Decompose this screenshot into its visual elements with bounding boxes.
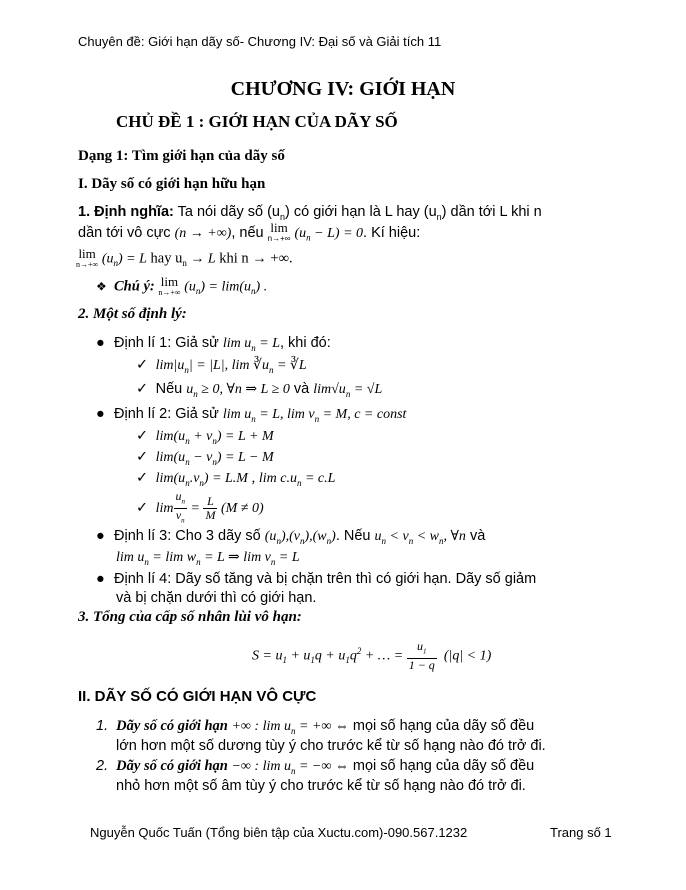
bullet-icon: ● [96, 406, 105, 422]
limit-operator: lim n→+∞ [267, 220, 291, 243]
theorem-2-item-1: ✓ $\lim(u_n + v_n) = L + M$ [136, 428, 274, 446]
infinite-limit-1: 1. Dãy số có giới hạn +∞ : $\lim u_n$ = +∞ ⇔ mọi số hạng của dãy số đều [96, 718, 535, 736]
section-II-heading: II. DÃY SỐ CÓ GIỚI HẠN VÔ CỰC [78, 688, 317, 705]
infinite-limit-2: 2. Dãy số có giới hạn −∞ : $\lim u_n$ = −∞ ⇔ mọi số hạng của dãy số đều [96, 758, 535, 776]
infinite-limit-2-line-2: nhỏ hơn một số âm tùy ý cho trước kể từ số hạng nào đó trở đi. [116, 778, 526, 794]
limit-operator: lim n→+∞ [76, 246, 99, 269]
theorem-1: ● Định lí 1: Giả sử $\lim u_n = L$, khi đó: [96, 335, 331, 353]
theorem-2-item-2: ✓ $\lim(u_n - v_n) = L - M$ [136, 449, 274, 467]
fraction-u-over-v: $\frac{u_n}{v_n}$ [175, 489, 186, 525]
theorem-3: ● Định lí 3: Cho 3 dãy số $(u_n),(v_n),(w_n)$. Nếu $u_n < v_n < w_n$, ∀n và [96, 528, 486, 546]
footer-author: Nguyễn Quốc Tuấn (Tổng biên tập của Xuctu.com)-090.567.1232 [90, 825, 468, 840]
definition-line-1: 1. Định nghĩa: Ta nói dãy số $(u_n)$ có giới hạn là L hay $(u_n)$ dần tới L khi n [78, 204, 542, 222]
fraction-sum: $\frac{u_1}{1 - q}$ [408, 639, 435, 673]
theorem-4-line-1: ● Định lí 4: Dãy số tăng và bị chặn trên thì có giới hạn. Dãy số giảm [96, 571, 537, 587]
section-2-heading: 2. Một số định lý: [78, 306, 187, 322]
footer-page-number: Trang số 1 [550, 825, 612, 840]
chapter-title: CHƯƠNG IV: GIỚI HẠN [230, 78, 456, 100]
page-header: Chuyên đề: Giới hạn dãy số- Chương IV: Đại số và Giải tích 11 [78, 34, 442, 49]
bullet-icon: ● [96, 335, 105, 351]
section-3-heading: 3. Tổng của cấp số nhân lùi vô hạn: [78, 609, 302, 625]
bullet-icon: ● [96, 571, 105, 587]
checkmark-icon: ✓ [136, 428, 149, 444]
checkmark-icon: ✓ [136, 381, 149, 397]
theorem-2-item-4: ✓ lim $\frac{u_n}{v_n}$ = $\frac{L}{M}$ (M ≠ 0) [136, 490, 264, 528]
diamond-bullet-icon: ❖ [96, 279, 107, 294]
theorem-1-item-2: ✓ Nếu $u_n \ge 0$, ∀n ⇒ L ≥ 0 và $\lim√u_n = √L$ [136, 381, 383, 399]
checkmark-icon: ✓ [136, 470, 149, 486]
form-heading: Dạng 1: Tìm giới hạn của dãy số [78, 148, 285, 164]
fraction-L-over-M: $\frac{L}{M}$ [205, 494, 216, 523]
section-1-heading: I. Dãy số có giới hạn hữu hạn [78, 176, 266, 192]
limit-operator: lim n→+∞ [158, 274, 181, 297]
definition-notation: lim n→+∞ $(u_n) = L$ hay $u_n \to L$ khi n → +∞. [76, 246, 293, 269]
note-line: ❖ Chú ý: lim n→+∞ $(u_n) = \lim(u_n)$ . [96, 274, 268, 297]
definition-line-2: dần tới vô cực (n → +∞), nếu lim n→+∞ $(u_n - L) = 0$. Kí hiệu: [78, 220, 421, 243]
definition-label: 1. Định nghĩa: [78, 204, 174, 220]
checkmark-icon: ✓ [136, 500, 149, 517]
infinite-limit-1-line-2: lớn hơn một số dương tùy ý cho trước kể từ số hạng nào đó trở đi. [116, 738, 546, 754]
checkmark-icon: ✓ [136, 357, 149, 373]
theorem-4-line-2: và bị chặn dưới thì có giới hạn. [116, 590, 317, 606]
theorem-3-line-2: $\lim u_n = \lim w_n = L$ ⇒ $\lim v_n = L$ [116, 550, 300, 567]
theorem-2-item-3: ✓ $\lim(u_n.v_n) = L.M$ , $\lim c.u_n = c.L$ [136, 470, 336, 488]
theorem-1-item-1: ✓ $\lim|u_n| = |L|$, $\lim ∛u_n$ = ∛L [136, 357, 307, 375]
note-label: Chú ý: [114, 278, 155, 295]
theorem-2: ● Định lí 2: Giả sử $\lim u_n = L$, $\lim v_n = M$, c = const [96, 406, 407, 424]
checkmark-icon: ✓ [136, 449, 149, 465]
bullet-icon: ● [96, 528, 105, 544]
topic-title: CHỦ ĐỀ 1 : GIỚI HẠN CỦA DÃY SỐ [116, 112, 398, 131]
geometric-sum-formula: $S = u_1 + u_1q + u_1q^2$ + … = $\frac{u_1}{1 - q}$ (|q| < 1) [252, 639, 492, 673]
